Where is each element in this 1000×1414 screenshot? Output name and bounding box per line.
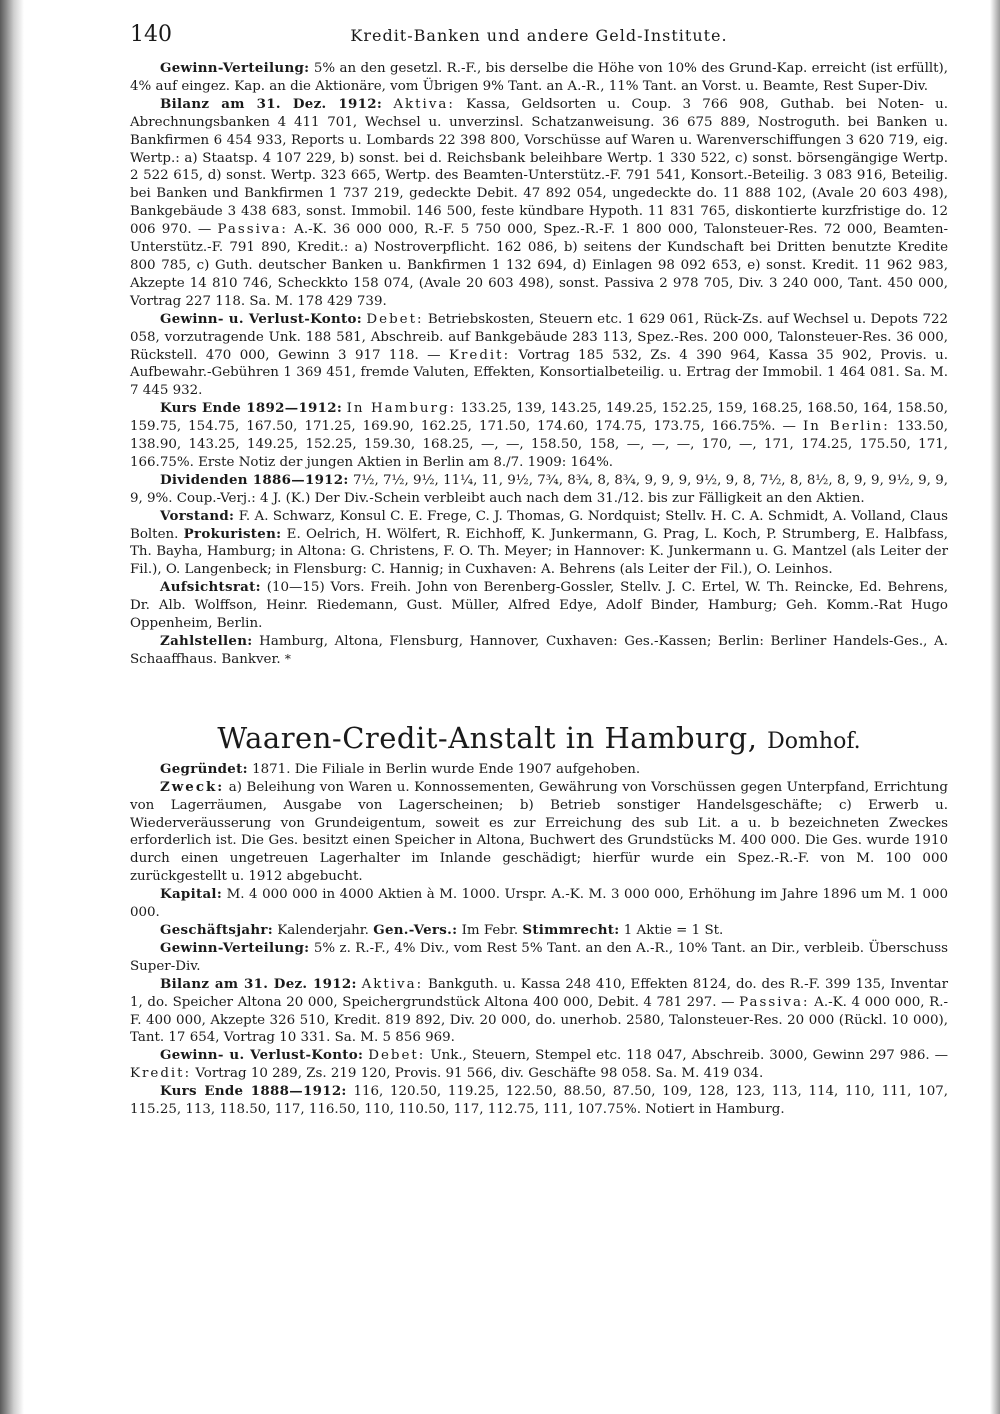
- page-number: 140: [130, 22, 172, 47]
- company-heading: [130, 721, 948, 755]
- dividenden-text: 7½, 7½, 9½, 11¼, 11, 9½, 7¾, 8¾, 8, 8¾, 9, 9, 9, 9½, 9, 8, 7½, 8, 8½, 8, 9, 9, 9½, 9, 9, 9, 9%. Coup.-Verj.: 4 J. (K.) Der Div.-Schein verbleibt auch nach dem 31./12. bis zur Fälligkeit an den Aktien.: [130, 472, 949, 506]
- kurs-label: Kurs Ende 1892—1912:: [160, 400, 343, 417]
- aufsichtsrat-text: (10—15) Vors. Freih. John von Berenberg-Gossler, Stellv. J. C. Ertel, W. Th. Reincke, Ed. Behrens, Dr. Alb. Wolffson, Heinr. Riedemann, Gust. Müller, Alfred Edye, Adolf Binder, Hamburg; Geh. Komm.-Rat Hugo Oppenheim, Berlin.: [130, 580, 949, 632]
- gv-2-debet-text: Unk., Steuern, Stempel etc. 118 047, Abschreib. 3000, Gewinn 297 986. —: [430, 1048, 949, 1064]
- scan-edge-left: [0, 0, 24, 1414]
- gen-vers-text: Im Febr.: [461, 922, 519, 938]
- zahlstellen-label: Zahlstellen:: [160, 633, 253, 649]
- stimmrecht-text: 1 Aktie = 1 St.: [623, 922, 724, 938]
- passiva-label: Passiva:: [217, 222, 288, 238]
- zahlstellen-paragraph: [130, 633, 948, 669]
- passiva-2-label: Passiva:: [739, 994, 810, 1010]
- running-title: Kredit-Banken und andere Geld-Institute.: [350, 26, 728, 45]
- gewinn-verteilung-2-text: 5% z. R.-F., 4% Div., vom Rest 5% Tant. an den A.-R., 10% Tant. an Dir., verbleib. Überschuss Super-Div.: [130, 940, 948, 974]
- gen-vers-label: Gen.-Vers.:: [373, 921, 458, 938]
- dividenden-label: Dividenden 1886—1912:: [160, 471, 349, 488]
- gewinn-verteilung-text: 5% an den gesetzl. R.-F., bis derselbe die Höhe von 10% des Grund-Kap. erreicht (ist erfüllt), 4% auf eingez. Kap. an die Aktionäre, vom Übrigen 9% Tant. an A.-R., 11% Tant. an Vorst. u. Beamte, Rest Super-Div.: [130, 61, 948, 94]
- gewinn-verlust-2-paragraph: [130, 1047, 948, 1083]
- gewinn-verteilung-paragraph: [130, 60, 948, 96]
- kapital-text: M. 4 000 000 in 4000 Aktien à M. 1000. Urspr. A.-K. M. 3 000 000, Erhöhung im Jahre 1896 um M. 1 000 000.: [130, 887, 948, 921]
- scan-edge-right: [990, 0, 1000, 1414]
- gegruendet-text: 1871. Die Filiale in Berlin wurde Ende 1907 aufgehoben.: [252, 761, 641, 777]
- zweck-text: a) Beleihung von Waren u. Konnossementen, Gewährung von Vorschüssen gegen Unterpfand, Errichtung von Lagerräumen, Ausgabe von Lagerscheinen; b) Betrieb sonstiger Handelsgeschäfte; c) Erwerb u. Wiederveräusserung von Grundeigentum, soweit es zur Erreichung des sub Lit. a u. b bezeichneten Zweckes erforderlich ist. Die Ges. besitzt einen Speicher in Altona, Buchwert des Grundstücks M. 400 000. Die Ges. wurde 1910 durch einen ungetreuen Lagerhalter im Inlande geschädigt; hierfür wurde ein Spez.-R.-F. von M. 100 000 zurückgestellt u. 1912 abgebucht.: [130, 779, 948, 885]
- aufsichtsrat-paragraph: [130, 579, 948, 633]
- section-kredit-bank-continued: [130, 60, 948, 669]
- bilanz-label: Bilanz am 31. Dez. 1912:: [160, 95, 383, 112]
- section-waaren-credit-anstalt: [130, 761, 948, 1119]
- gewinn-verteilung-label: Gewinn-Verteilung:: [160, 60, 310, 76]
- vorstand-label: Vorstand:: [160, 507, 235, 524]
- gewinn-verlust-2-label: Gewinn- u. Verlust-Konto:: [160, 1047, 364, 1064]
- vorstand-text: F. A. Schwarz, Konsul C. E. Frege, C. J. Thomas, G. Nordquist; Stellv. H. C. A. Schmidt, A. Volland, Claus Bolten.: [130, 508, 948, 542]
- bilanz-2-label: Bilanz am 31. Dez. 1912:: [160, 975, 357, 992]
- kurs-berlin-text: 133.50, 138.90, 143.25, 149.25, 152.25, 159.30, 168.25, —, —, 158.50, 158, —, —, —, 170, —, 171, 174.25, 175.50, 171, 166.75%. Erste Notiz der jungen Aktien in Berlin am 8./7. 1909: 164%.: [130, 419, 948, 470]
- kurs-paragraph: [130, 400, 948, 472]
- dividenden-paragraph: [130, 472, 948, 508]
- kurs-2-label: Kurs Ende 1888—1912:: [160, 1083, 347, 1100]
- kurs-2-text: 116, 120.50, 119.25, 122.50, 88.50, 87.50, 109, 128, 123, 113, 114, 110, 111, 107, 115.25, 113, 118.50, 117, 116.50, 110, 110.50, 117, 112.75, 111, 107.75%. Notiert in Hamburg.: [130, 1084, 948, 1118]
- aufsichtsrat-label: Aufsichtsrat:: [160, 579, 261, 596]
- gewinn-verlust-paragraph: [130, 311, 948, 401]
- kapital-label: Kapital:: [160, 886, 223, 903]
- kapital-paragraph: [130, 886, 948, 922]
- gewinn-verlust-label: Gewinn- u. Verlust-Konto:: [160, 310, 362, 327]
- company-name: Waaren-Credit-Anstalt in Hamburg,: [217, 720, 758, 755]
- prokuristen-label: Prokuristen:: [183, 525, 282, 542]
- aktiva-2-label: Aktiva:: [361, 976, 424, 992]
- debet-2-label: Debet:: [368, 1048, 426, 1064]
- zweck-paragraph: [130, 779, 948, 886]
- zweck-label: Zweck:: [160, 778, 225, 795]
- stimmrecht-label: Stimmrecht:: [522, 921, 620, 938]
- gv-debet-text: Betriebskosten, Steuern etc. 1 629 061, Rück-Zs. auf Wechsel u. Depots 722 058, vorzutragende Unk. 188 581, Abschreib. auf Bankgebäude 283 113, Spez.-Res. 200 000, Talonsteuer-Res. 36 000, Rückstell. 470 000, Gewinn 3 917 118. —: [130, 311, 949, 363]
- geschaeftsjahr-text: Kalenderjahr.: [277, 922, 369, 938]
- bilanz-passiva-text: A.-K. 36 000 000, R.-F. 5 750 000, Spez.-R.-F. 1 800 000, Talonsteuer-Res. 72 000, Beamten-Unterstütz.-F. 791 890, Kredit.: a) Nostroverpflicht. 162 086, b) seitens der Kundschaft bei Dritten benutzte Kredite 800 785, c) Guth. deutscher Banken u. Bankfirmen 1 132 694, d) Einlagen 98 092 653, e) sonst. Kredit. 11 962 983, Akzepte 14 810 746, Scheckkto 158 074, (Avale 20 603 498), sonst. Passiva 2 978 705, Div. 3 240 000, Tant. 450 000, Vortrag 227 118. Sa. M. 178 429 739.: [130, 222, 948, 309]
- bilanz-2-aktiva-text: Bankguth. u. Kassa 248 410, Effekten 8124, do. des R.-F. 399 135, Inventar 1, do. Speicher Altona 20 000, Speichergrundstück Altona 400 000, Debit. 4 781 297. —: [130, 976, 948, 1010]
- gegruendet-label: Gegründet:: [160, 760, 248, 777]
- kurs-2-paragraph: [130, 1083, 948, 1119]
- gegruendet-paragraph: [130, 761, 948, 779]
- company-location: Domhof.: [767, 728, 861, 754]
- kredit-2-label: Kredit:: [130, 1066, 192, 1082]
- gv-kredit-text: Vortrag 185 532, Zs. 4 390 964, Kassa 35 902, Provis. u. Aufbewahr.-Gebühren 1 369 451, fremde Valuten, Effekten, Konsortialbeteilig. u. Ertrag der Immobil. 1 464 081. Sa. M. 7 445 932.: [130, 347, 949, 399]
- bilanz-aktiva-text: Kassa, Geldsorten u. Coup. 3 766 908, Guthab. bei Noten- u. Abrechnungsbanken 4 411 701, Wechsel u. unverzinsl. Schatzanweisung. 36 675 889, Nostroguth. bei Banken u. Bankfirmen 6 454 933, Reports u. Lombards 22 398 800, Vorschüsse auf Waren u. Warenverschiffungen 3 620 719, eig. Wertp.: a) Staatsp. 4 107 229, b) sonst. bei d. Reichsbank beleihbare Wertp. 1 330 522, c) sonst. börsengängige Wertp. 2 522 615, d) sonst. Wertp. 323 665, Wertp. des Beamten-Unterstütz.-F. 791 541, Konsort.-Beteilig. 3 083 916, Beteilig. bei Banken und Bankfirmen 1 737 219, gedeckte Debit. 47 892 054, ungedeckte do. 11 888 102, (Avale 20 603 498), Bankgebäude 3 438 683, sonst. Immobil. 146 500, feste kündbare Hypoth. 11 831 765, diskontierte kurzfristige do. 12 006 970. —: [130, 96, 948, 238]
- page-content: [130, 22, 948, 1119]
- asterisk-mark: *: [284, 651, 291, 666]
- kurs-hamburg-label: In Hamburg:: [346, 401, 457, 417]
- vorstand-paragraph: [130, 508, 948, 580]
- aktiva-label: Aktiva:: [393, 96, 455, 112]
- prokuristen-text: E. Oelrich, H. Wölfert, R. Eichhoff, K. Junkermann, G. Prag, L. Koch, P. Strumberg, E. Halbfass, Th. Bayha, Hamburg; in Altona: G. Christens, F. O. Th. Meyer; in Hannover: K. Junkermann u. G. Mantzel (als Leiter der Fil.), O. Langenbeck; in Flensburg: C. Hannig; in Cuxhaven: A. Behrens (als Leiter der Fil.), O. Leinhos.: [130, 526, 949, 578]
- bilanz-2-paragraph: [130, 976, 948, 1048]
- kredit-label: Kredit:: [449, 347, 511, 363]
- gewinn-verteilung-2-label: Gewinn-Verteilung:: [160, 939, 310, 956]
- page-header: [130, 22, 948, 56]
- geschaeftsjahr-paragraph: [130, 922, 948, 940]
- geschaeftsjahr-label: Geschäftsjahr:: [160, 921, 273, 938]
- kurs-hamburg-text: 133.25, 139, 143.25, 149.25, 152.25, 159, 168.25, 168.50, 164, 158.50, 159.75, 154.75, 167.50, 171.25, 169.90, 162.25, 171.50, 174.60, 174.75, 173.75, 166.75%. —: [130, 401, 948, 435]
- bilanz-paragraph: [130, 96, 948, 311]
- zahlstellen-text: Hamburg, Altona, Flensburg, Hannover, Cuxhaven: Ges.-Kassen; Berlin: Berliner Handels-Ges., A. Schaaffhaus. Bankver.: [130, 634, 948, 667]
- debet-label: Debet:: [366, 311, 424, 327]
- gv-2-kredit-text: Vortrag 10 289, Zs. 219 120, Provis. 91 566, div. Geschäfte 98 058. Sa. M. 419 034.: [195, 1066, 764, 1082]
- gewinn-verteilung-2-paragraph: [130, 940, 948, 976]
- bilanz-2-passiva-text: A.-K. 4 000 000, R.-F. 400 000, Akzepte 326 510, Kredit. 819 892, Div. 20 000, do. unerhob. 2580, Talonsteuer-Res. 20 000 (Rückl. 10 000), Tant. 17 654, Vortrag 10 331. Sa. M. 5 856 969.: [130, 994, 948, 1046]
- kurs-berlin-label: In Berlin:: [802, 419, 890, 435]
